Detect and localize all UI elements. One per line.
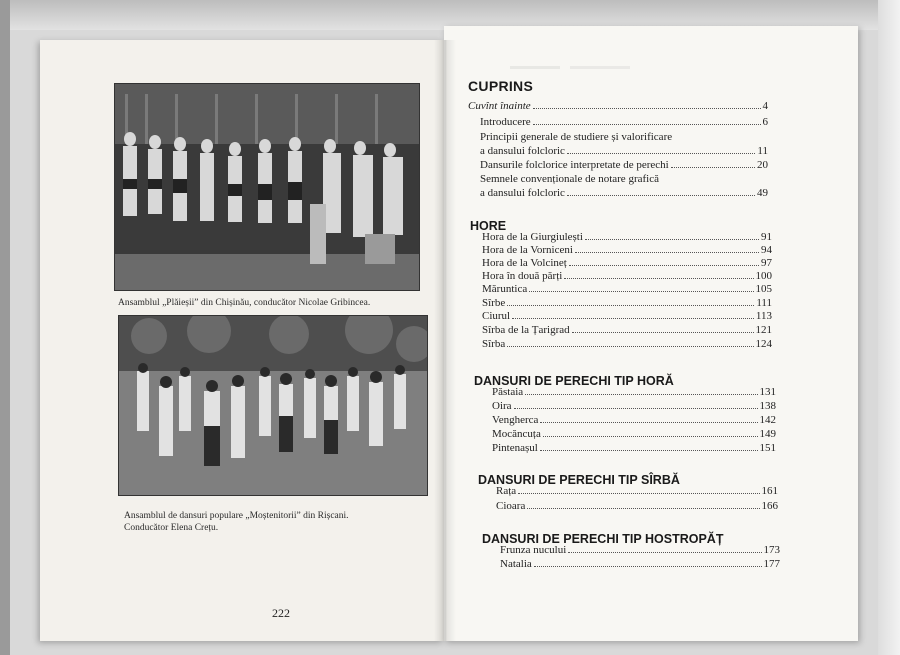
toc-entry-cuvint [468,100,768,112]
toc-entry-label: Introducere [480,116,531,128]
toc-entry-semnele-line1: Semnele convenționale de notare grafică [480,173,659,185]
toc-entry [492,442,776,454]
toc-title: CUPRINS [468,78,534,94]
scan-edge-left [0,0,10,655]
toc-entry-page: 97 [761,257,772,269]
scan-edge-right [878,0,900,655]
toc-entry [482,310,772,322]
toc-entry-label: Hora în două părți [482,270,563,282]
toc-entry-page: 142 [759,414,776,426]
section-title-perechi-hostropat: DANSURI DE PERECHI TIP HOSTROPĂȚ [482,532,724,546]
toc-entry-label: Vengherca [492,414,539,426]
toc-entry-page: 105 [755,283,772,295]
photo1-caption: Ansamblul „Plăieșii” din Chișinău, conducător Nicolae Gribincea. [118,298,371,308]
toc-entry [482,338,772,350]
toc-entry-page: 49 [757,187,768,199]
toc-entry-semnele [480,187,768,199]
toc-entry [482,231,772,243]
toc-entry [492,386,776,398]
toc-entry-label: Hora de la Giurgiulești [482,231,583,243]
toc-entry [492,414,776,426]
toc-entry [496,485,778,497]
photo2-caption-line2: Conducător Elena Crețu. [124,523,219,533]
toc-entry-page: 94 [761,244,772,256]
toc-entry-page: 11 [757,145,768,157]
section-title-hore: HORE [470,219,507,233]
toc-entry-label: a dansului folcloric [480,187,565,199]
toc-entry-page: 111 [756,297,772,309]
toc-entry-label: a dansului folcloric [480,145,565,157]
toc-entry-label: Ciurul [482,310,511,322]
toc-entry-label: Natalia [500,558,532,570]
toc-entry-page: 124 [755,338,772,350]
toc-entry-page: 173 [763,544,780,556]
photo2-caption-line1: Ansamblul de dansuri populare „Moștenitorii” din Rișcani. [124,511,349,521]
toc-entry [482,257,772,269]
toc-entry-label: Dansurile folclorice interpretate de perechi [480,159,669,171]
toc-entry [482,270,772,282]
toc-entry-principii-line1: Principii generale de studiere și valorificare [480,131,673,143]
toc-entry-page: 4 [762,100,768,112]
photo-stage-ensemble [114,83,420,291]
toc-entry-page: 149 [759,428,776,440]
toc-entry-page: 138 [759,400,776,412]
toc-entry-label: Oira [492,400,512,412]
page-number: 222 [272,606,290,620]
toc-entry-label: Măruntica [482,283,528,295]
toc-entry-page: 131 [759,386,776,398]
toc-entry-label: Hora de la Volcineț [482,257,567,269]
toc-entry-introducere [480,116,768,128]
toc-entry-label: Pintenașul [492,442,538,454]
toc-entry-label: Rața [496,485,517,497]
toc-entry [496,500,778,512]
toc-entry-page: 177 [763,558,780,570]
toc-entry-page: 151 [759,442,776,454]
toc-entry [492,428,776,440]
toc-entry-page: 6 [762,116,768,128]
toc-entry-principii [480,145,768,157]
section-title-perechi-hora: DANSURI DE PERECHI TIP HORĂ [474,374,674,388]
section-title-perechi-sirba: DANSURI DE PERECHI TIP SÎRBĂ [478,473,680,487]
toc-entry-page: 161 [761,485,778,497]
toc-entry-label: Frunza nucului [500,544,567,556]
toc-entry-page: 20 [757,159,768,171]
toc-entry-page: 166 [761,500,778,512]
toc-entry-page: 91 [761,231,772,243]
toc-entry-dansurile [480,159,768,171]
toc-entry-page: 121 [755,324,772,336]
toc-entry [482,324,772,336]
toc-entry [482,297,772,309]
toc-entry-label: Sîrba de la Țarigrad [482,324,570,336]
toc-entry-label: Cioara [496,500,526,512]
toc-entry [492,400,776,412]
toc-entry [482,283,772,295]
toc-entry [500,544,780,556]
toc-entry-label: Sîrba [482,338,506,350]
toc-entry-label: Mocăncuța [492,428,541,440]
toc-entry-label: Cuvînt înainte [468,100,531,112]
toc-entry-label: Sîrbe [482,297,506,309]
photo-outdoor-dancers [118,315,428,496]
book-gutter [434,40,456,641]
toc-entry-label: Hora de la Vorniceni [482,244,573,256]
toc-entry-page: 113 [755,310,772,322]
toc-entry [500,558,780,570]
toc-entry [482,244,772,256]
toc-entry-page: 100 [755,270,772,282]
toc-entry-label: Păstaia [492,386,524,398]
